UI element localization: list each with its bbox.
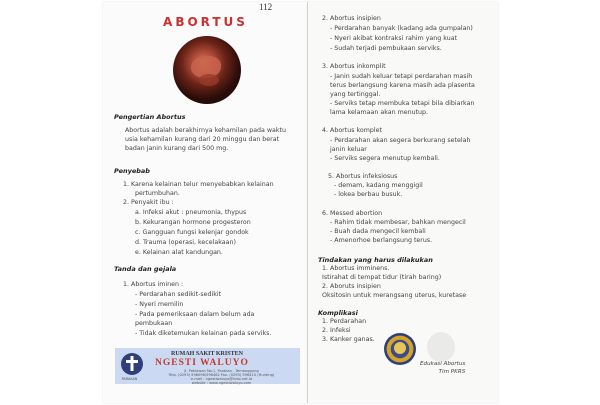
iminen-item: - Perdarahan sedikit-sedikit xyxy=(135,291,222,298)
komplikasi-item: 2. Infeksi xyxy=(322,327,351,334)
komplet-item: - Perdarahan akan segera berkurang setelah xyxy=(330,137,471,144)
penyakit-ibu-item: a. Infeksi akut : pneumonia, thypus xyxy=(135,209,247,216)
inkomplit-item: terus berlangsung karena masih ada plasenta xyxy=(330,82,475,89)
inkomplit-item: - Janin sudah keluar tetapi perdarahan masih xyxy=(330,73,473,80)
edukasi-team: Tim PKRS xyxy=(438,369,466,375)
messed-heading: 6. Messed abortion xyxy=(322,210,383,217)
hospital-subtitle: RUMAH SAKIT KRISTEN xyxy=(171,351,243,357)
infeksiosus-heading: 5. Abortus infeksiosus xyxy=(328,173,398,180)
komplet-item: janin keluar xyxy=(330,146,367,153)
penyebab-item: 1. Karena kelainan telur menyebabkan kelainan xyxy=(123,181,274,188)
tindakan-item: Istirahat di tempat tidur (tirah baring) xyxy=(322,274,442,281)
tanda-item: 1. Abortus iminen : xyxy=(123,281,184,288)
hospital-footer xyxy=(115,348,300,384)
heading-pengertian: Pengertian Abortus xyxy=(114,113,186,121)
infeksiosus-item: - lokea berbau busuk. xyxy=(334,191,403,198)
inkomplit-item: lama kelamaan akan menutup. xyxy=(330,109,429,116)
inkomplit-item: yang tertinggal. xyxy=(330,91,381,98)
penyebab-item: 2. Penyakit ibu : xyxy=(123,199,174,206)
penyakit-ibu-item: e. Kelainan alat kandungan. xyxy=(135,249,223,256)
insipien-item: - Perdarahan banyak (kadang ada gumpalan) xyxy=(330,25,473,32)
iminen-item: pembukaan xyxy=(135,320,173,327)
document-title: ABORTUS xyxy=(163,15,248,29)
tindakan-item: 2. Aboruts insipien xyxy=(322,283,381,290)
edukasi-credit xyxy=(420,360,465,376)
hospital-phone: Telp. (0293) 596096/596462 Fax. (0293) 596410 (Hunting) xyxy=(168,373,275,377)
iminen-item: - Pada pemeriksaan dalam belum ada xyxy=(135,311,255,318)
komplikasi-item: 1. Perdarahan xyxy=(322,318,367,325)
messed-item: - Buah dada mengecil kembali xyxy=(330,228,426,235)
fetus-photo xyxy=(173,36,241,104)
heading-tindakan: Tindakan yang harus dilakukan xyxy=(318,256,433,264)
penyakit-ibu-item: c. Gangguan fungsi kelenjar gondok xyxy=(135,229,249,236)
iminen-item: - Nyeri memilin xyxy=(135,301,184,308)
hospital-website: website : www.ngestiwaluyo.com xyxy=(191,380,252,385)
penyebab-item-cont: pertumbuhan. xyxy=(135,190,180,197)
insipien-item: - Sudah terjadi pembukaan serviks. xyxy=(330,45,442,52)
pengertian-line: badan janin kurang dari 500 mg. xyxy=(125,145,229,152)
komplet-item: - Serviks segera menutup kembali. xyxy=(330,155,440,162)
penyakit-ibu-item: b. Kekurangan hormone progesteron xyxy=(135,219,251,226)
insipien-heading: 2. Abortus insipien xyxy=(322,15,381,22)
heading-tanda-gejala: Tanda dan gejala xyxy=(114,265,177,273)
iminen-item: - Tidak diketemukan kelainan pada serviks. xyxy=(135,330,272,337)
penyakit-ibu-item: d. Trauma (operasi, kecelakaan) xyxy=(135,239,236,246)
edukasi-title: Edukasi Abortus xyxy=(420,361,466,367)
faded-logo-icon xyxy=(427,332,455,362)
logo-caption: PARAKAN xyxy=(121,377,138,381)
infeksiosus-item: - demam, kadang menggigil xyxy=(334,182,423,189)
inkomplit-item: - Serviks tetap membuka tetapi bila dibiarkan xyxy=(330,100,475,107)
pengertian-line: usia kehamilan kurang dari 20 minggu dan berat xyxy=(125,136,280,143)
pengertian-line: Abortus adalah berakhirnya kehamilan pada waktu xyxy=(125,127,287,134)
hospital-name: NGESTI WALUYO xyxy=(155,358,249,368)
inkomplit-heading: 3. Abortus inkomplit xyxy=(322,63,386,70)
page-number: 112 xyxy=(259,2,273,12)
messed-item: - Rahim tidak membesar, bahkan mengecil xyxy=(330,219,466,226)
hospital-address: Jl. Pahlawan No.1, Parakan - Temanggung xyxy=(184,369,259,373)
insipien-item: - Nyeri akibat kontraksi rahim yang kuat xyxy=(330,35,458,42)
hospital-email: e-mail : ngestiwaluyo@indo.net.id xyxy=(190,377,253,381)
tindakan-item: Oksitosin untuk merangsang uterus, kuretase xyxy=(322,292,467,299)
messed-item: - Amenorhoe berlangsung terus. xyxy=(330,237,433,244)
komplikasi-item: 3. Kanker ganas. xyxy=(322,336,375,343)
komplet-heading: 4. Abortus komplet xyxy=(322,127,382,134)
heading-penyebab: Penyebab xyxy=(114,167,150,175)
tindakan-item: 1. Abortus imminens. xyxy=(322,265,390,272)
heading-komplikasi: Komplikasi xyxy=(318,309,358,317)
health-emblem-icon xyxy=(384,333,416,365)
